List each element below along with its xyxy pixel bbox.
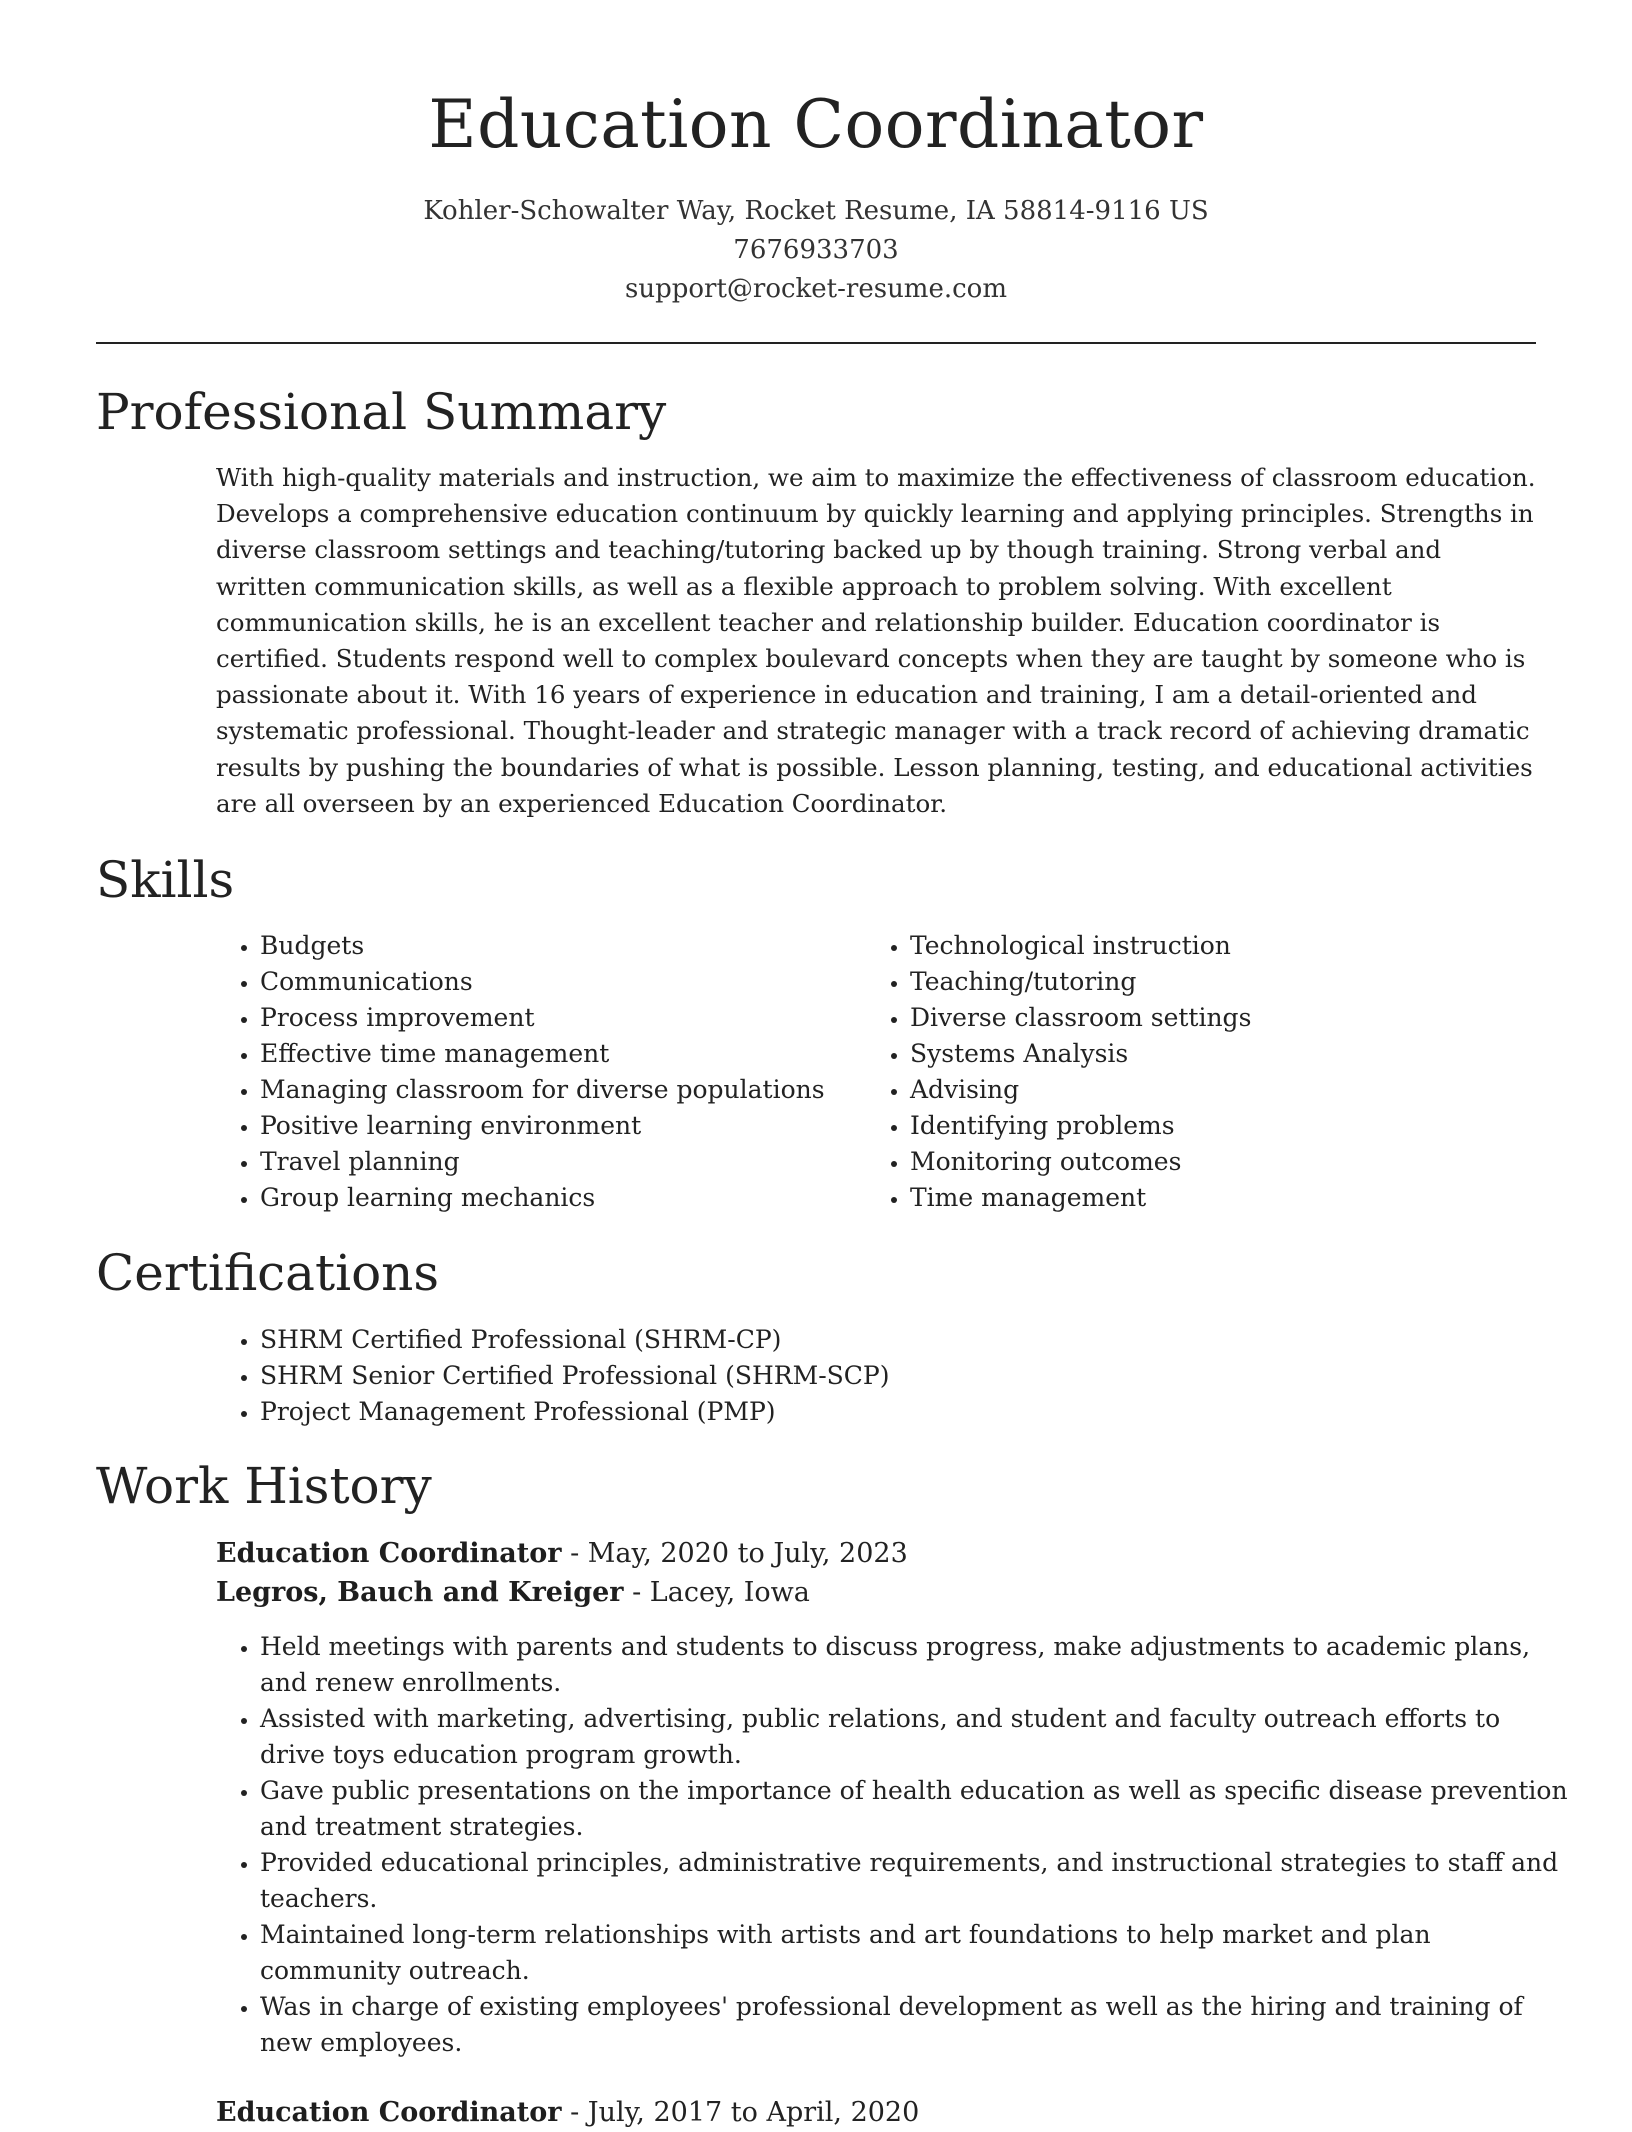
job-duties-list <box>216 1629 1570 2061</box>
certification-item: • Project Management Professional (PMP) <box>260 1394 1560 1430</box>
certification-item: • SHRM Senior Certified Professional (SHRM-SCP) <box>260 1358 1560 1394</box>
skill-item: • Effective time management <box>260 1036 860 1072</box>
candidate-name: Education Coordinator <box>428 86 1204 163</box>
skill-item: • Time management <box>910 1180 1560 1216</box>
contact-block <box>0 192 1632 309</box>
job-company: Legros, Bauch and Kreiger <box>216 1577 624 1608</box>
work-history-heading: Work History <box>96 1457 432 1515</box>
phone: 7676933703 <box>733 235 899 265</box>
skill-item: • Identifying problems <box>910 1108 1560 1144</box>
skill-item: • Advising <box>910 1072 1560 1108</box>
job-duty-item: • Held meetings with parents and students to discuss progress, make adjustments to academic plans, and renew enrollments. <box>260 1629 1570 1701</box>
job-company-line <box>216 1573 810 1612</box>
skills-list-left <box>216 928 860 1216</box>
job-location: - Lacey, Iowa <box>623 1577 810 1608</box>
address: Kohler-Schowalter Way, Rocket Resume, IA 58814-9116 US <box>423 196 1209 226</box>
skill-item: • Managing classroom for diverse populations <box>260 1072 860 1108</box>
skill-item: • Travel planning <box>260 1144 860 1180</box>
job-duty-item: • Gave public presentations on the importance of health education as well as specific disease prevention and treatment strategies. <box>260 1773 1570 1845</box>
skills-heading: Skills <box>96 851 235 909</box>
skill-item: • Diverse classroom settings <box>910 1000 1560 1036</box>
skill-item: • Teaching/tutoring <box>910 964 1560 1000</box>
skill-item: • Technological instruction <box>910 928 1560 964</box>
skill-item: • Group learning mechanics <box>260 1180 860 1216</box>
summary-heading: Professional Summary <box>96 383 667 441</box>
job-title-line <box>216 2093 919 2132</box>
job-duty-item: • Assisted with marketing, advertising, public relations, and student and faculty outreach efforts to drive toys education program growth. <box>260 1701 1570 1773</box>
skill-item: • Monitoring outcomes <box>910 1144 1560 1180</box>
job-title: Education Coordinator <box>216 2097 562 2128</box>
job-dates: - July, 2017 to April, 2020 <box>561 2097 920 2128</box>
certification-item: • SHRM Certified Professional (SHRM-CP) <box>260 1322 1560 1358</box>
skill-item: • Communications <box>260 964 860 1000</box>
certifications-list <box>216 1322 1560 1430</box>
skill-item: • Systems Analysis <box>910 1036 1560 1072</box>
skills-list-right <box>866 928 1560 1216</box>
skill-item: • Budgets <box>260 928 860 964</box>
job-duty-item: • Maintained long-term relationships with artists and art foundations to help market and plan community outreach. <box>260 1917 1570 1989</box>
email: support@rocket-resume.com <box>624 274 1007 304</box>
certifications-heading: Certifications <box>96 1244 440 1302</box>
job-duty-item: • Provided educational principles, administrative requirements, and instructional strategies to staff and teachers. <box>260 1845 1570 1917</box>
job-duty-item: • Was in charge of existing employees' professional development as well as the hiring and training of new employees. <box>260 1989 1570 2061</box>
job-title: Education Coordinator <box>216 1538 562 1569</box>
summary-text: With high-quality materials and instruction, we aim to maximize the effectiveness of classroom education. Develops a comprehensive education continuum by quickly learning and applying principles. Strengths in diverse classroom settings and teaching/tutoring backed up by though training. Strong verbal and written communication skills, as well as a flexible approach to problem solving. With excellent communication skills, he is an excellent teacher and relationship builder. Education coordinator is certified. Students respond well to complex boulevard concepts when they are taught by someone who is passionate about it. With 16 years of experience in education and training, I am a detail-oriented and systematic professional. Thought-leader and strategic manager with a track record of achieving dramatic results by pushing the boundaries of what is possible. Lesson planning, testing, and educational activities are all overseen by an experienced Education Coordinator. <box>216 463 1536 818</box>
header-divider <box>96 342 1536 344</box>
skill-item: • Positive learning environment <box>260 1108 860 1144</box>
job-title-line <box>216 1534 908 1573</box>
job-dates: - May, 2020 to July, 2023 <box>561 1538 908 1569</box>
skill-item: • Process improvement <box>260 1000 860 1036</box>
